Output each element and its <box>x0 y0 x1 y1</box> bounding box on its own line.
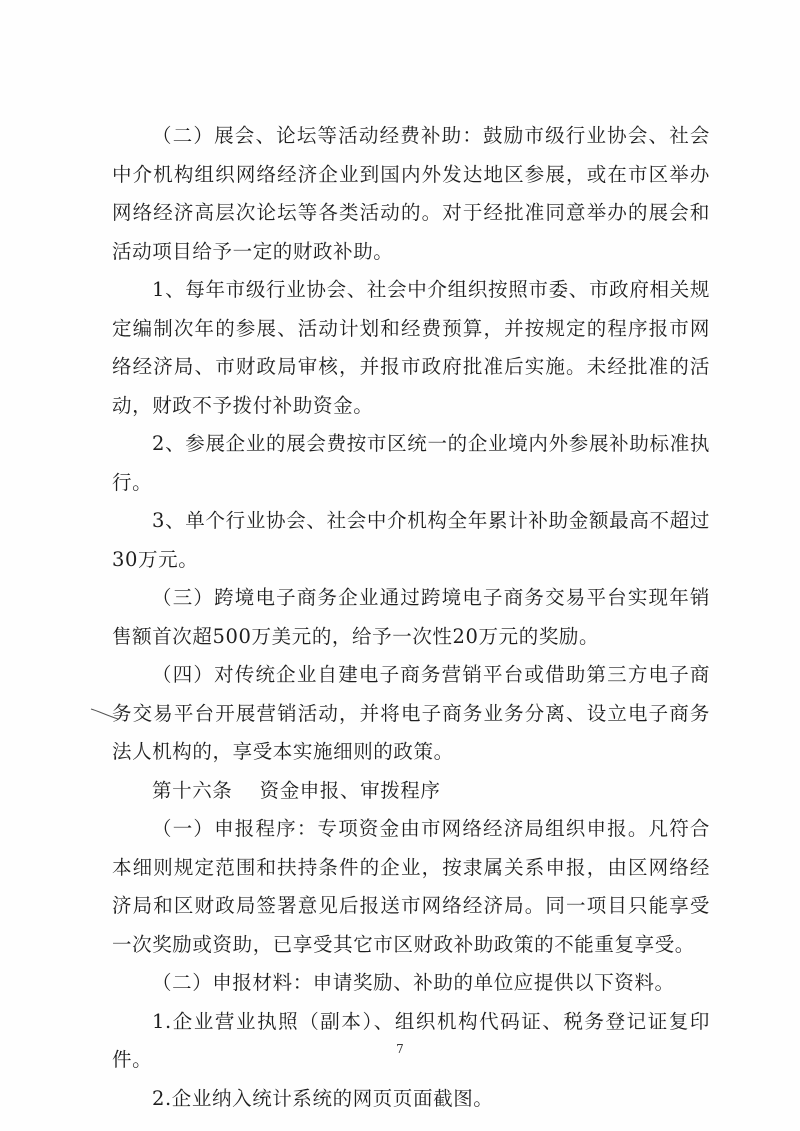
paragraph-item-3: 3、单个行业协会、社会中介机构全年累计补助金额最高不超过30万元。 <box>112 509 710 571</box>
paragraph-exhibition-subsidy: （二）展会、论坛等活动经费补助：鼓励市级行业协会、社会中介机构组织网络经济企业到国内外发达地区参展，或在市区举办网络经济高层次论坛等各类活动的。对于经批准同意举办的展会和活动项目给予一定的财政补助。 <box>112 124 710 263</box>
paragraph-traditional-enterprise: （四）对传统企业自建电子商务营销平台或借助第三方电子商务交易平台开展营销活动，并将电子商务业务分离、设立电子商务法人机构的，享受本实施细则的政策。 <box>112 663 710 763</box>
document-body <box>112 117 710 1118</box>
paragraph-material-1: 1.企业营业执照（副本）、组织机构代码证、税务登记证复印件。 <box>112 1009 710 1071</box>
paragraph-item-2: 2、参展企业的展会费按市区统一的企业境内外参展补助标准执行。 <box>112 432 710 494</box>
pen-stroke-mark <box>90 707 120 721</box>
article-heading: 第十六条 资金申报、审拨程序 <box>152 778 441 802</box>
paragraph-material-2: 2.企业纳入统计系统的网页页面截图。 <box>152 1086 494 1110</box>
paragraph-application-materials: （二）申报材料：申请奖励、补助的单位应提供以下资料。 <box>152 971 675 994</box>
paragraph-cross-border: （三）跨境电子商务企业通过跨境电子商务交易平台实现年销售额首次超500万美元的，给予一次性20万元的奖励。 <box>112 586 710 648</box>
page-number: 7 <box>396 1042 404 1056</box>
paragraph-application-procedure: （一）申报程序：专项资金由市网络经济局组织申报。凡符合本细则规定范围和扶持条件的企业，按隶属关系申报，由区网络经济局和区财政局签署意见后报送市网络经济局。同一项目只能享受一次奖励或资助，已享受其它市区财政补助政策的不能重复享受。 <box>112 817 710 956</box>
paragraph-item-1: 1、每年市级行业协会、社会中介组织按照市委、市政府相关规定编制次年的参展、活动计划和经费预算，并按规定的程序报市网络经济局、市财政局审核，并报市政府批准后实施。未经批准的活动，财政不予拨付补助资金。 <box>112 278 710 417</box>
